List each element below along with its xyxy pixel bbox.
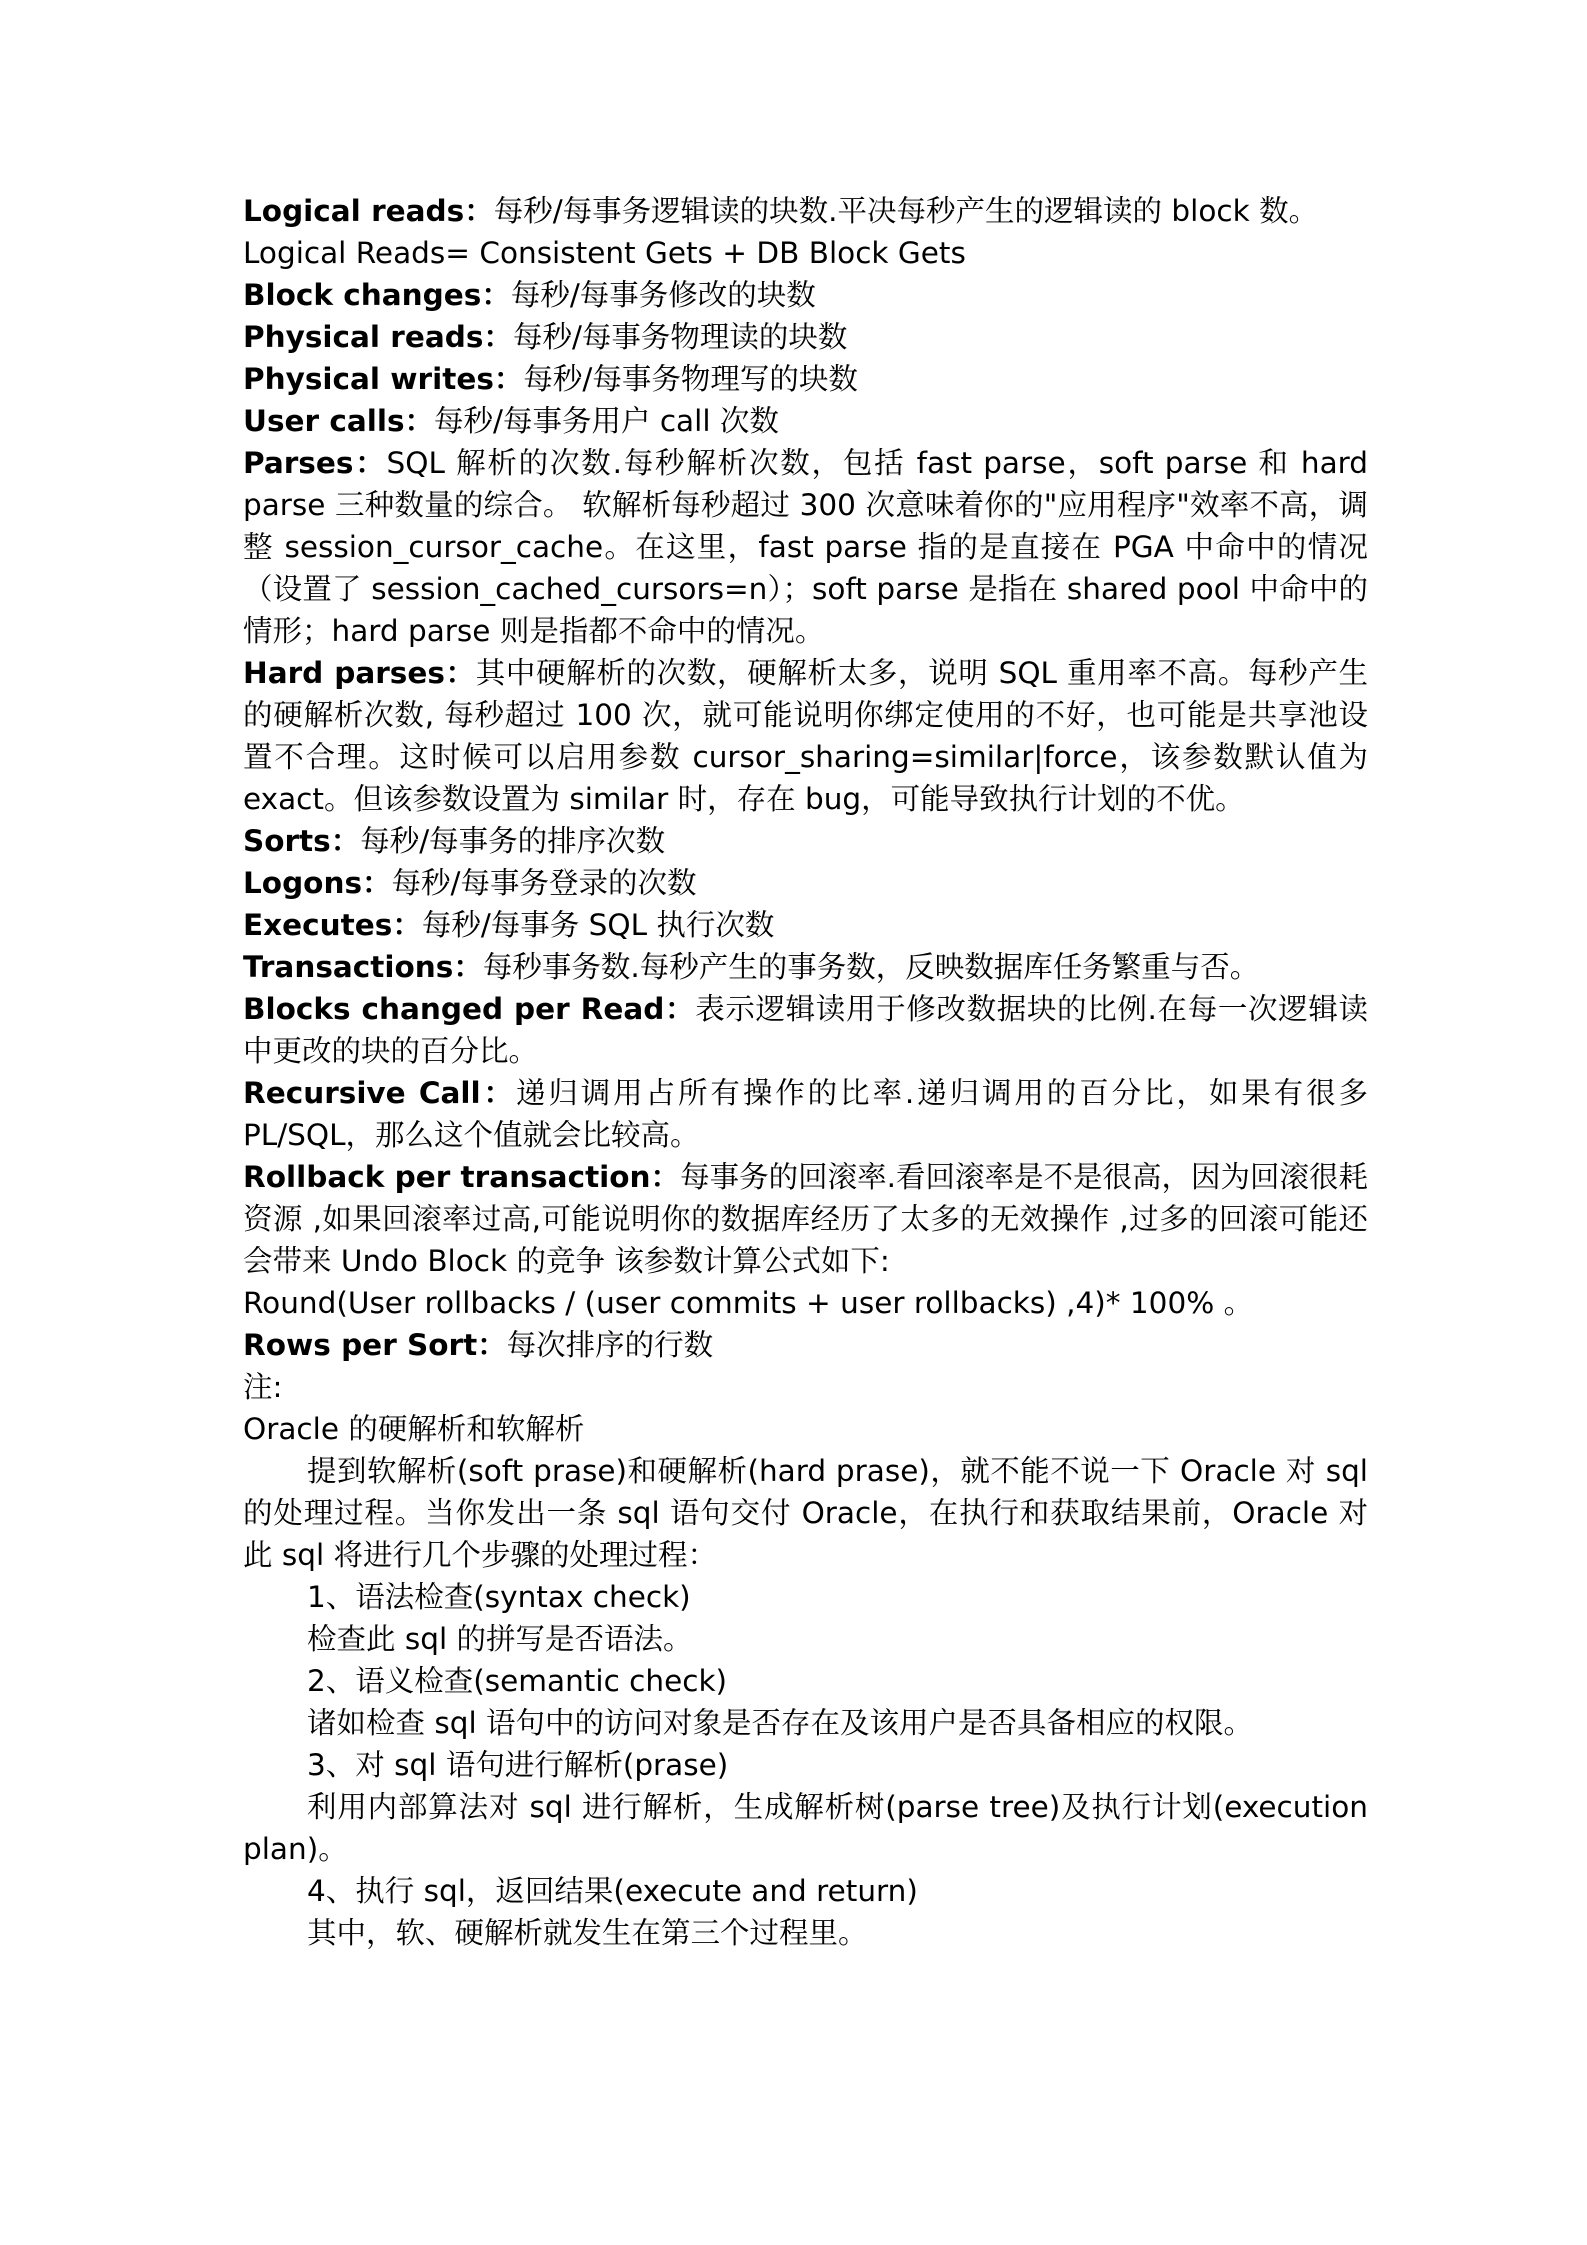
formula-rollback: Round(User rollbacks / (user commits + user rollbacks) ,4)* 100% 。 [243, 1286, 1254, 1320]
entry-recursive-call [243, 1072, 1368, 1156]
step-3-desc: 利用内部算法对 sql 进行解析，生成解析树(parse tree)及执行计划(execution plan)。 [243, 1790, 1368, 1866]
term-label: User calls： [243, 404, 435, 438]
term-label: Sorts： [243, 824, 361, 858]
term-label: Recursive Call： [243, 1076, 516, 1110]
term-label: Logical reads： [243, 194, 494, 228]
term-label: Hard parses： [243, 656, 476, 690]
term-description: 每秒/每事务登录的次数 [391, 866, 697, 900]
entry-logical-reads [243, 190, 1368, 232]
entry-physical-writes [243, 358, 1368, 400]
entry-rollback-per-transaction [243, 1156, 1368, 1282]
entry-user-calls [243, 400, 1368, 442]
entry-physical-reads [243, 316, 1368, 358]
note-label: 注: [243, 1370, 283, 1404]
term-label: Block changes： [243, 278, 511, 312]
term-description: SQL 解析的次数.每秒解析次数，包括 fast parse，soft parse 和 hard parse 三种数量的综合。 软解析每秒超过 300 次意味着你的"应用程序"效率不高，调整 session_cursor_cache。在这里，fast parse 指的是直接在 PGA 中命中的情况（设置了 session_cached_cursors=n）；soft parse 是指在 shared pool 中命中的情形；hard parse 则是指都不命中的情况。 [243, 446, 1368, 648]
term-description: 递归调用占所有操作的比率.递归调用的百分比，如果有很多 PL/SQL，那么这个值就会比较高。 [243, 1076, 1368, 1152]
term-label: Executes： [243, 908, 422, 942]
step-2-title: 2、语义检查(semantic check) [307, 1664, 728, 1698]
term-description: 每事务的回滚率.看回滚率是不是很高，因为回滚很耗资源 ,如果回滚率过高,可能说明你的数据库经历了太多的无效操作 ,过多的回滚可能还会带来 Undo Block 的竞争 该参数计算公式如下: [243, 1160, 1368, 1278]
entry-parses [243, 442, 1368, 652]
term-label: Rollback per transaction： [243, 1160, 681, 1194]
entry-executes [243, 904, 1368, 946]
term-description: 每秒事务数.每秒产生的事务数，反映数据库任务繁重与否。 [482, 950, 1260, 984]
term-description: 每秒/每事务用户 call 次数 [434, 404, 779, 438]
step-3-title: 3、对 sql 语句进行解析(prase) [307, 1748, 729, 1782]
entry-blocks-changed-per-read [243, 988, 1368, 1072]
term-description: 表示逻辑读用于修改数据块的比例.在每一次逻辑读中更改的块的百分比。 [243, 992, 1368, 1068]
step-1-title: 1、语法检查(syntax check) [307, 1580, 691, 1614]
term-label: Parses： [243, 446, 387, 480]
term-description: 每秒/每事务逻辑读的块数.平决每秒产生的逻辑读的 block 数。 [493, 194, 1319, 228]
term-label: Logons： [243, 866, 392, 900]
body-paragraph-intro: 提到软解析(soft prase)和硬解析(hard prase)，就不能不说一下 Oracle 对 sql 的处理过程。当你发出一条 sql 语句交付 Oracle，在执行和获取结果前，Oracle 对此 sql 将进行几个步骤的处理过程： [243, 1454, 1368, 1572]
term-description: 其中硬解析的次数，硬解析太多，说明 SQL 重用率不高。每秒产生的硬解析次数, 每秒超过 100 次，就可能说明你绑定使用的不好，也可能是共享池设置不合理。这时候可以启用参数 cursor_sharing=similar|force，该参数默认值为 exact。但该参数设置为 similar 时，存在 bug，可能导致执行计划的不优。 [243, 656, 1368, 816]
term-label: Physical reads： [243, 320, 513, 354]
entry-rows-per-sort [243, 1324, 1368, 1366]
term-description: 每秒/每事务的排序次数 [360, 824, 666, 858]
entry-sorts [243, 820, 1368, 862]
step-4-desc: 其中，软、硬解析就发生在第三个过程里。 [307, 1916, 868, 1950]
section-heading: Oracle 的硬解析和软解析 [243, 1412, 585, 1446]
entry-hard-parses [243, 652, 1368, 820]
step-2-desc: 诸如检查 sql 语句中的访问对象是否存在及该用户是否具备相应的权限。 [307, 1706, 1254, 1740]
formula-logical-reads: Logical Reads= Consistent Gets + DB Block Gets [243, 236, 966, 270]
term-label: Transactions： [243, 950, 483, 984]
document-body [243, 190, 1368, 1954]
term-description: 每秒/每事务修改的块数 [510, 278, 816, 312]
term-description: 每秒/每事务 SQL 执行次数 [421, 908, 775, 942]
term-description: 每秒/每事务物理读的块数 [512, 320, 848, 354]
term-description: 每秒/每事务物理写的块数 [523, 362, 858, 396]
entry-block-changes [243, 274, 1368, 316]
term-label: Blocks changed per Read： [243, 992, 696, 1026]
term-description: 每次排序的行数 [506, 1328, 714, 1362]
entry-logons [243, 862, 1368, 904]
term-label: Physical writes： [243, 362, 524, 396]
step-4-title: 4、执行 sql，返回结果(execute and return) [307, 1874, 918, 1908]
entry-transactions [243, 946, 1368, 988]
step-1-desc: 检查此 sql 的拼写是否语法。 [307, 1622, 693, 1656]
term-label: Rows per Sort： [243, 1328, 507, 1362]
